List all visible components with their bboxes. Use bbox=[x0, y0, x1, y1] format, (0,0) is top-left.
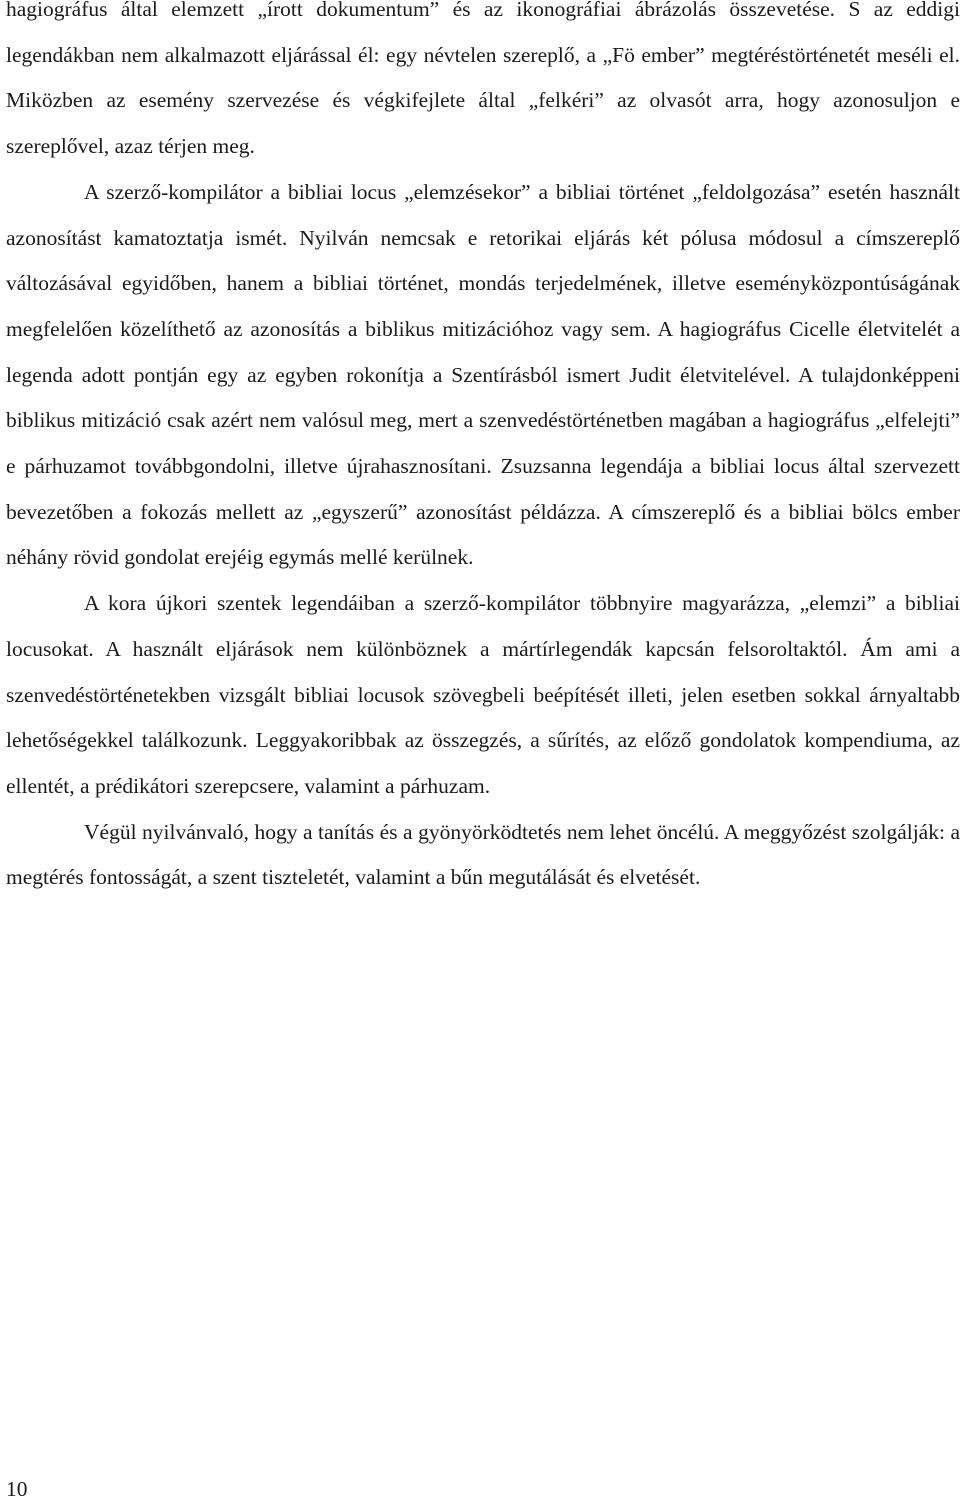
paragraph-1: hagiográfus által elemzett „írott dokumentum” és az ikonográfiai ábrázolás összevetése. S az eddigi legendákban nem alkalmazott eljárással él: egy névtelen szereplő, a „Fö ember” megtéréstörténetét meséli el. Miközben az esemény szervezése és végkifejlete által „felkéri” az olvasót arra, hogy azonosuljon e szereplővel, azaz térjen meg. bbox=[6, 0, 960, 159]
paragraph-2: A szerző-kompilátor a bibliai locus „elemzésekor” a bibliai történet „feldolgozása” esetén használt azonosítást kamatoztatja ismét. Nyilván nemcsak e retorikai eljárás két pólusa módosul a címszereplő változásával egyidőben, hanem a bibliai történet, mondás terjedelmének, illetve eseményközpontúságának megfelelően közelíthető az azonosítás a biblikus mitizációhoz vagy sem. A hagiográfus Cicelle életvitelét a legenda adott pontján egy az egyben rokonítja a Szentírásból ismert Judit életvitelével. A tulajdonképpeni biblikus mitizáció csak azért nem valósul meg, mert a szenvedéstörténetben magában a hagiográfus „elfelejti” e párhuzamot továbbgondolni, illetve újrahasznosítani. Zsuzsanna legendája a bibliai locus által szervezett bevezetőben a fokozás mellett az „egyszerű” azonosítást példázza. A címszereplő és a bibliai bölcs ember néhány rövid gondolat erejéig egymás mellé kerülnek. bbox=[6, 179, 960, 570]
paragraph-4: Végül nyilvánvaló, hogy a tanítás és a gyönyörködtetés nem lehet öncélú. A meggyőzést szolgálják: a megtérés fontosságát, a szent tiszteletét, valamint a bűn megutálását és elvetését. bbox=[6, 819, 960, 890]
page-number: 10 bbox=[6, 1477, 28, 1501]
paragraph-3: A kora újkori szentek legendáiban a szerző-kompilátor többnyire magyarázza, „elemzi” a bibliai locusokat. A használt eljárások nem különböznek a mártírlegendák kapcsán felsoroltaktól. Ám ami a szenvedéstörténetekben vizsgált bibliai locusok szövegbeli beépítését illeti, jelen esetben sokkal árnyaltabb lehetőségekkel találkozunk. Leggyakoribbak az összegzés, a sűrítés, az előző gondolatok kompendiuma, az ellentét, a prédikátori szerepcsere, valamint a párhuzam. bbox=[6, 591, 960, 798]
body-text bbox=[6, 0, 960, 901]
